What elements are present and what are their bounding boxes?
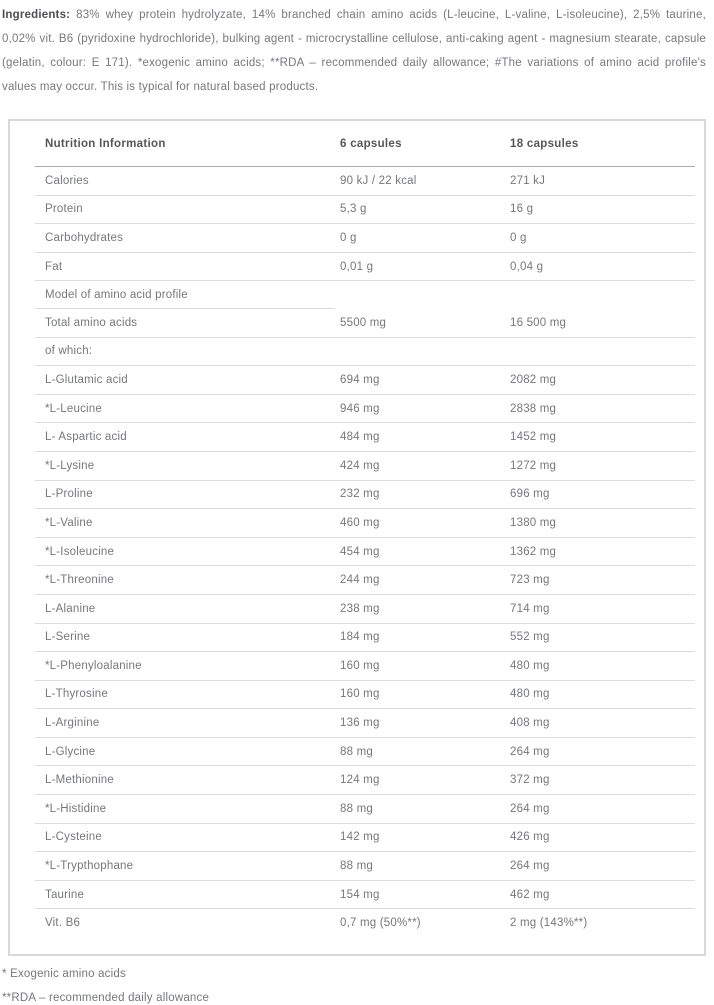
row-value-18caps: 1380 mg bbox=[510, 516, 557, 529]
row-value-6caps: 90 kJ / 22 kcal bbox=[340, 174, 417, 187]
row-value-6caps: 184 mg bbox=[340, 631, 380, 644]
table-row bbox=[35, 196, 695, 225]
row-value-6caps: 454 mg bbox=[340, 545, 380, 558]
row-value-18caps: 1272 mg bbox=[510, 459, 557, 472]
row-value-18caps: 0,04 g bbox=[510, 260, 544, 273]
row-value-18caps: 552 mg bbox=[510, 631, 550, 644]
row-value-18caps: 264 mg bbox=[510, 745, 550, 758]
table-row bbox=[35, 881, 695, 910]
row-value-6caps: 88 mg bbox=[340, 860, 373, 873]
table-row bbox=[35, 281, 695, 309]
nutrition-table-body bbox=[35, 167, 695, 937]
table-row bbox=[35, 824, 695, 853]
ingredients-text: 83% whey protein hydrolyzate, 14% branched chain amino acids (L-leucine, L-valine, L-isoleucine), 2,5% taurine, 0,02% vit. B6 (pyridoxine hydrochloride), bulking agent - microcrystalline cellulose, anti-caking agent - magnesium stearate, capsule (gelatin, colour: E 171). *exogenic amino acids; **RDA – recommended daily allowance; #The variations of amino acid profile's values may occur. This is typical for natural based products. bbox=[2, 9, 706, 93]
row-value-18caps: 264 mg bbox=[510, 860, 550, 873]
ingredients-paragraph bbox=[0, 0, 708, 99]
table-row bbox=[35, 538, 695, 567]
row-value-18caps: 462 mg bbox=[510, 888, 550, 901]
row-value-18caps: 2082 mg bbox=[510, 373, 557, 386]
nutrition-table bbox=[8, 119, 706, 956]
row-label: L-Arginine bbox=[45, 717, 100, 730]
row-value-6caps: 142 mg bbox=[340, 831, 380, 844]
row-value-18caps: 372 mg bbox=[510, 774, 550, 787]
row-label: Protein bbox=[45, 203, 83, 216]
row-label: L-Thyrosine bbox=[45, 688, 108, 701]
row-value-18caps: 0 g bbox=[510, 231, 527, 244]
row-label: Total amino acids bbox=[45, 316, 138, 329]
row-value-6caps: 136 mg bbox=[340, 717, 380, 730]
row-label: Model of amino acid profile bbox=[45, 289, 188, 302]
row-label: L-Proline bbox=[45, 488, 93, 501]
row-value-18caps: 714 mg bbox=[510, 602, 550, 615]
row-value-18caps: 426 mg bbox=[510, 831, 550, 844]
table-row bbox=[35, 738, 695, 767]
footnote-rda: **RDA – recommended daily allowance bbox=[2, 992, 210, 1005]
row-label: L-Glycine bbox=[45, 745, 96, 758]
footnote-exogenic: * Exogenic amino acids bbox=[2, 968, 126, 981]
table-row bbox=[35, 652, 695, 681]
row-value-18caps: 16 g bbox=[510, 203, 534, 216]
row-value-6caps: 0 g bbox=[340, 231, 357, 244]
row-value-6caps: 694 mg bbox=[340, 373, 380, 386]
row-label: L-Alanine bbox=[45, 602, 96, 615]
row-label: L-Cysteine bbox=[45, 831, 102, 844]
row-value-6caps: 124 mg bbox=[340, 774, 380, 787]
row-value-6caps: 484 mg bbox=[340, 431, 380, 444]
row-value-18caps: 696 mg bbox=[510, 488, 550, 501]
row-value-6caps: 88 mg bbox=[340, 745, 373, 758]
table-row bbox=[35, 795, 695, 824]
row-label: Vit. B6 bbox=[45, 917, 81, 930]
row-value-6caps: 0,01 g bbox=[340, 260, 374, 273]
row-label: *L-Leucine bbox=[45, 402, 102, 415]
table-row bbox=[35, 681, 695, 710]
row-label: *L-Lysine bbox=[45, 459, 95, 472]
table-row bbox=[35, 852, 695, 881]
row-value-18caps: 264 mg bbox=[510, 802, 550, 815]
row-value-6caps: 0,7 mg (50%**) bbox=[340, 917, 421, 930]
row-label: *L-Isoleucine bbox=[45, 545, 115, 558]
row-value-18caps: 480 mg bbox=[510, 659, 550, 672]
row-value-6caps: 244 mg bbox=[340, 574, 380, 587]
row-label: *L-Histidine bbox=[45, 802, 107, 815]
row-value-18caps: 16 500 mg bbox=[510, 316, 567, 329]
table-row bbox=[35, 595, 695, 624]
row-label: L- Aspartic acid bbox=[45, 431, 127, 444]
row-value-6caps: 160 mg bbox=[340, 659, 380, 672]
row-label: *L-Valine bbox=[45, 516, 93, 529]
row-label: Taurine bbox=[45, 888, 85, 901]
table-row bbox=[35, 167, 695, 196]
row-value-18caps: 271 kJ bbox=[510, 174, 546, 187]
table-row bbox=[35, 766, 695, 795]
table-row bbox=[35, 253, 695, 282]
table-row bbox=[35, 309, 695, 338]
table-row bbox=[35, 481, 695, 510]
row-label: *L-Trypthophane bbox=[45, 860, 134, 873]
table-row bbox=[35, 909, 695, 937]
table-row bbox=[35, 624, 695, 653]
row-value-6caps: 232 mg bbox=[340, 488, 380, 501]
row-value-18caps: 480 mg bbox=[510, 688, 550, 701]
row-label: of which: bbox=[45, 345, 93, 358]
header-6-capsules: 6 capsules bbox=[340, 137, 402, 150]
ingredients-label: Ingredients: bbox=[2, 9, 71, 21]
table-row bbox=[35, 452, 695, 481]
header-18-capsules: 18 capsules bbox=[510, 137, 579, 150]
row-value-18caps: 1452 mg bbox=[510, 431, 557, 444]
header-nutrition-information: Nutrition Information bbox=[45, 137, 166, 150]
row-value-18caps: 2838 mg bbox=[510, 402, 557, 415]
row-value-6caps: 154 mg bbox=[340, 888, 380, 901]
table-row bbox=[35, 338, 695, 367]
row-value-6caps: 160 mg bbox=[340, 688, 380, 701]
table-row bbox=[35, 423, 695, 452]
row-value-6caps: 5500 mg bbox=[340, 316, 387, 329]
table-row bbox=[35, 366, 695, 395]
table-row bbox=[35, 566, 695, 595]
row-value-18caps: 408 mg bbox=[510, 717, 550, 730]
row-value-18caps: 1362 mg bbox=[510, 545, 557, 558]
row-value-6caps: 946 mg bbox=[340, 402, 380, 415]
row-value-6caps: 88 mg bbox=[340, 802, 373, 815]
row-value-6caps: 238 mg bbox=[340, 602, 380, 615]
row-value-6caps: 460 mg bbox=[340, 516, 380, 529]
table-row bbox=[35, 509, 695, 538]
row-label: Carbohydrates bbox=[45, 231, 124, 244]
row-label: L-Glutamic acid bbox=[45, 373, 128, 386]
table-row bbox=[35, 709, 695, 738]
row-label: *L-Phenyloalanine bbox=[45, 659, 142, 672]
row-label: Calories bbox=[45, 174, 89, 187]
row-label: *L-Threonine bbox=[45, 574, 114, 587]
row-label: L-Serine bbox=[45, 631, 91, 644]
row-value-18caps: 723 mg bbox=[510, 574, 550, 587]
row-value-6caps: 5,3 g bbox=[340, 203, 367, 216]
row-value-18caps: 2 mg (143%**) bbox=[510, 917, 588, 930]
table-row bbox=[35, 395, 695, 424]
table-row bbox=[35, 224, 695, 253]
row-value-6caps: 424 mg bbox=[340, 459, 380, 472]
row-label: Fat bbox=[45, 260, 63, 273]
row-label: L-Methionine bbox=[45, 774, 114, 787]
nutrition-table-header bbox=[35, 121, 695, 167]
